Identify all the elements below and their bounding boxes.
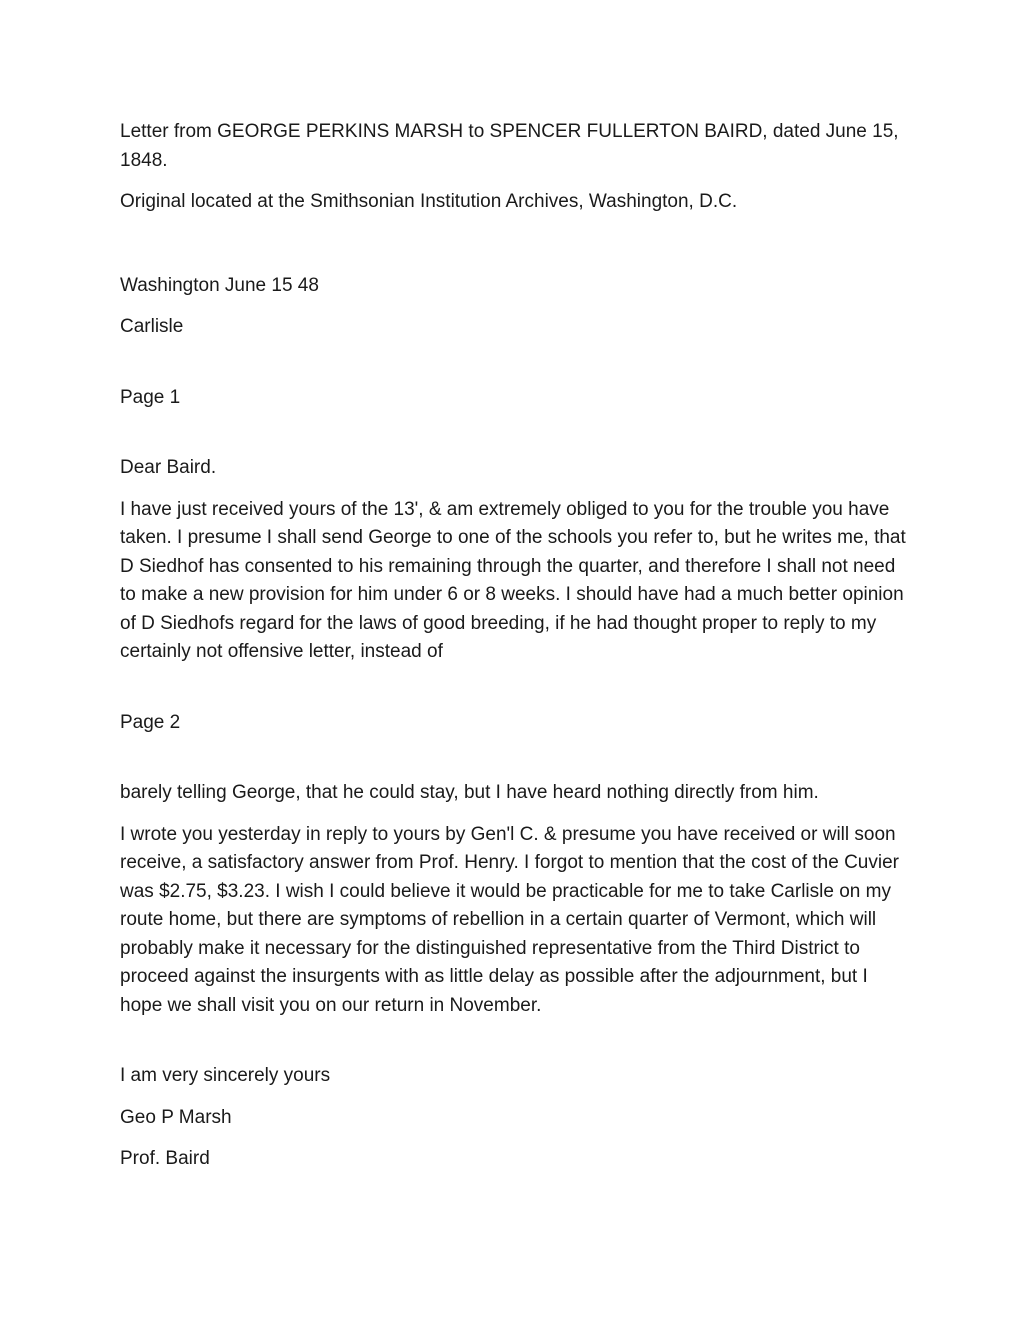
page-1-body: I have just received yours of the 13', & am extremely obliged to you for the trouble you have taken. I presume I shall send George to one of the schools you refer to, but he writes me, that D Siedhof has consented to his remaining through the quarter, and therefore I shall not need to make a new provision for him under 6 or 8 weeks. I should have had a much better opinion of D Siedhofs regard for the laws of good breeding, if he had thought proper to reply to my certainly not offensive letter, instead of xyxy=(120,498,906,662)
closing: I am very sincerely yours xyxy=(120,1065,331,1086)
page-2-continuation: barely telling George, that he could stay, but I have heard nothing directly from him. xyxy=(120,782,819,803)
source-note: Original located at the Smithsonian Institution Archives, Washington, D.C. xyxy=(120,191,738,212)
salutation: Dear Baird. xyxy=(120,457,217,478)
page-1-label: Page 1 xyxy=(120,386,181,408)
place-date: Washington June 15 48 xyxy=(120,274,319,296)
recipient: Prof. Baird xyxy=(120,1148,210,1169)
document-title: Letter from GEORGE PERKINS MARSH to SPENCER FULLERTON BAIRD, dated June 15, 1848. xyxy=(120,121,899,171)
page-2-label: Page 2 xyxy=(120,711,181,733)
address-line: Carlisle xyxy=(120,316,184,337)
page-2-body: I wrote you yesterday in reply to yours by Gen'l C. & presume you have received or will soon receive, a satisfactory answer from Prof. Henry. I forgot to mention that the cost of the Cuvier was $2.75, $3.23. I wish I could believe it would be practicable for me to take Carlisle on my route home, but there are symptoms of rebellion in a certain quarter of Vermont, which will probably make it necessary for the distinguished representative from the Third District to proceed against the insurgents with as little delay as possible after the adjournment, but I hope we shall visit you on our return in November. xyxy=(120,823,899,1016)
signature: Geo P Marsh xyxy=(120,1106,232,1128)
document-page xyxy=(120,118,910,1174)
